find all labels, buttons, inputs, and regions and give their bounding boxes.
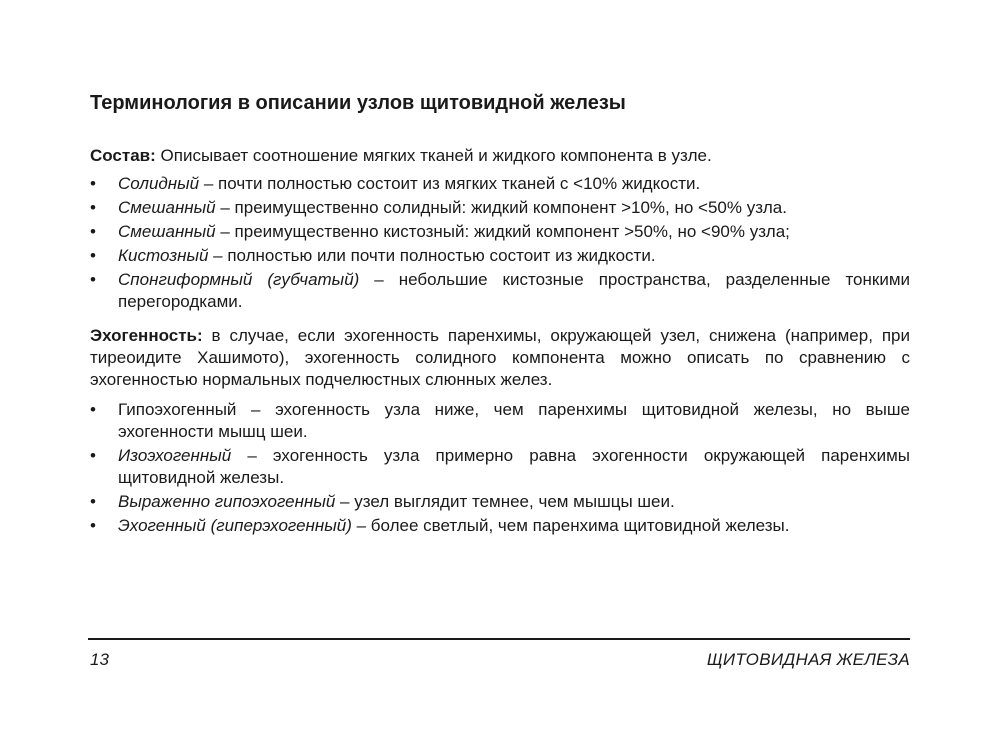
page-content bbox=[90, 90, 910, 539]
term: Смешанный bbox=[118, 222, 216, 241]
bullet-icon: • bbox=[90, 246, 96, 265]
term-description: – эхогенность узла примерно равна эхогенности окружающей паренхимы щитовидной железы. bbox=[118, 446, 910, 487]
term: Смешанный bbox=[118, 198, 216, 217]
page-number: 13 bbox=[90, 650, 109, 669]
footer-divider bbox=[88, 638, 910, 640]
term: Спонгиформный (губчатый) bbox=[118, 270, 360, 289]
list-item bbox=[90, 269, 910, 313]
bullet-icon: • bbox=[90, 174, 96, 193]
echogenicity-text: в случае, если эхогенность паренхимы, окружающей узел, снижена (например, при тиреоидите Хашимото), эхогенность солидного компонента можно описать по сравнению с эхогенностью нормальных подчелюстных слюнных желез. bbox=[90, 326, 910, 389]
term-description: Гипоэхогенный – эхогенность узла ниже, чем паренхимы щитовидной железы, но выше эхогенности мышц шеи. bbox=[118, 400, 910, 441]
term: Кистозный bbox=[118, 246, 209, 265]
term-description: – почти полностью состоит из мягких тканей с <10% жидкости. bbox=[199, 174, 701, 193]
list-item bbox=[90, 491, 910, 513]
list-item bbox=[90, 515, 910, 537]
page-title: Терминология в описании узлов щитовидной железы bbox=[90, 92, 626, 114]
list-item bbox=[90, 399, 910, 443]
term-description: – более светлый, чем паренхима щитовидной железы. bbox=[351, 516, 790, 535]
list-item bbox=[90, 173, 910, 195]
bullet-icon: • bbox=[90, 492, 96, 511]
running-footer-section: ЩИТОВИДНАЯ ЖЕЛЕЗА bbox=[706, 650, 910, 669]
term-description: – небольшие кистозные пространства, разделенные тонкими перегородками. bbox=[118, 270, 910, 311]
composition-text: Описывает соотношение мягких тканей и жидкого компонента в узле. bbox=[155, 146, 712, 165]
bullet-icon: • bbox=[90, 400, 96, 419]
composition-list bbox=[90, 173, 910, 313]
composition-intro bbox=[90, 145, 910, 167]
bullet-icon: • bbox=[90, 446, 96, 465]
term: Эхогенный (гиперэхогенный) bbox=[118, 516, 352, 535]
term-description: – узел выглядит темнее, чем мышцы шеи. bbox=[335, 492, 675, 511]
term: Выраженно гипоэхогенный bbox=[118, 492, 336, 511]
echogenicity-list bbox=[90, 399, 910, 537]
term: Солидный bbox=[118, 174, 200, 193]
echogenicity-intro bbox=[90, 325, 910, 391]
term-description: – преимущественно солидный: жидкий компонент >10%, но <50% узла. bbox=[215, 198, 787, 217]
echogenicity-label: Эхогенность: bbox=[90, 326, 203, 345]
term-description: – преимущественно кистозный: жидкий компонент >50%, но <90% узла; bbox=[215, 222, 790, 241]
bullet-icon: • bbox=[90, 198, 96, 217]
list-item bbox=[90, 197, 910, 219]
list-item bbox=[90, 445, 910, 489]
composition-label: Состав: bbox=[90, 146, 156, 165]
bullet-icon: • bbox=[90, 270, 96, 289]
term-description: – полностью или почти полностью состоит из жидкости. bbox=[208, 246, 656, 265]
list-item bbox=[90, 221, 910, 243]
term: Изоэхогенный bbox=[118, 446, 232, 465]
list-item bbox=[90, 245, 910, 267]
bullet-icon: • bbox=[90, 222, 96, 241]
bullet-icon: • bbox=[90, 516, 96, 535]
